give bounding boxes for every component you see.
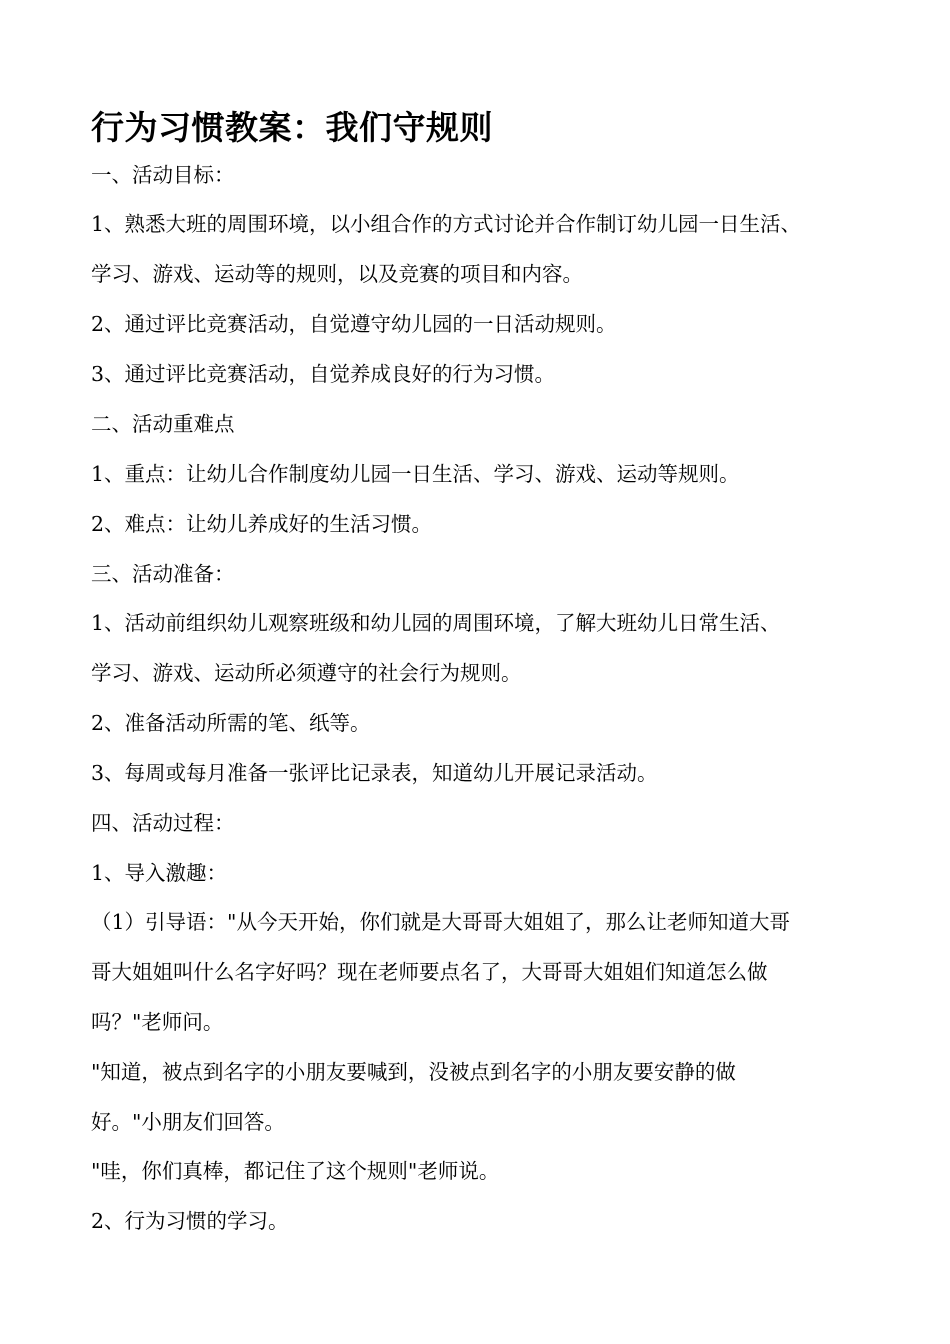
paragraph-line: 学习、游戏、运动等的规则，以及竞赛的项目和内容。 [91, 262, 583, 286]
section-heading-preparation: 三、活动准备： [91, 562, 235, 586]
paragraph-line: 1、导入激趣： [91, 861, 228, 885]
paragraph-line: 1、重点：让幼儿合作制度幼儿园一日生活、学习、游戏、运动等规则。 [91, 462, 740, 486]
paragraph-line: "哇，你们真棒，都记住了这个规则"老师说。 [91, 1159, 500, 1183]
paragraph-line: 2、通过评比竞赛活动，自觉遵守幼儿园的一日活动规则。 [91, 312, 617, 336]
paragraph-line: 3、通过评比竞赛活动，自觉养成良好的行为习惯。 [91, 362, 556, 386]
paragraph-line: 2、行为习惯的学习。 [91, 1209, 289, 1233]
paragraph-line: "知道，被点到名字的小朋友要喊到，没被点到名字的小朋友要安静的做 [91, 1060, 736, 1084]
paragraph-line: 吗？"老师问。 [91, 1010, 224, 1034]
paragraph-line: 2、难点：让幼儿养成好的生活习惯。 [91, 512, 433, 536]
section-heading-process: 四、活动过程： [91, 811, 235, 835]
paragraph-line: 好。"小朋友们回答。 [91, 1110, 285, 1134]
paragraph-line: 2、准备活动所需的笔、纸等。 [91, 711, 371, 735]
paragraph-line: 学习、游戏、运动所必须遵守的社会行为规则。 [91, 661, 522, 685]
paragraph-line: 1、活动前组织幼儿观察班级和幼儿园的周围环境，了解大班幼儿日常生活、 [91, 611, 781, 635]
paragraph-line: （1）引导语："从今天开始，你们就是大哥哥大姐姐了，那么让老师知道大哥 [91, 910, 790, 934]
paragraph-line: 1、熟悉大班的周围环境，以小组合作的方式讨论并合作制订幼儿园一日生活、 [91, 212, 802, 236]
section-heading-key-points: 二、活动重难点 [91, 412, 235, 436]
paragraph-line: 哥大姐姐叫什么名字好吗？现在老师要点名了，大哥哥大姐姐们知道怎么做 [91, 960, 768, 984]
section-heading-goals: 一、活动目标： [91, 163, 235, 187]
document-title: 行为习惯教案：我们守规则 [91, 108, 493, 147]
paragraph-line: 3、每周或每月准备一张评比记录表，知道幼儿开展记录活动。 [91, 761, 658, 785]
